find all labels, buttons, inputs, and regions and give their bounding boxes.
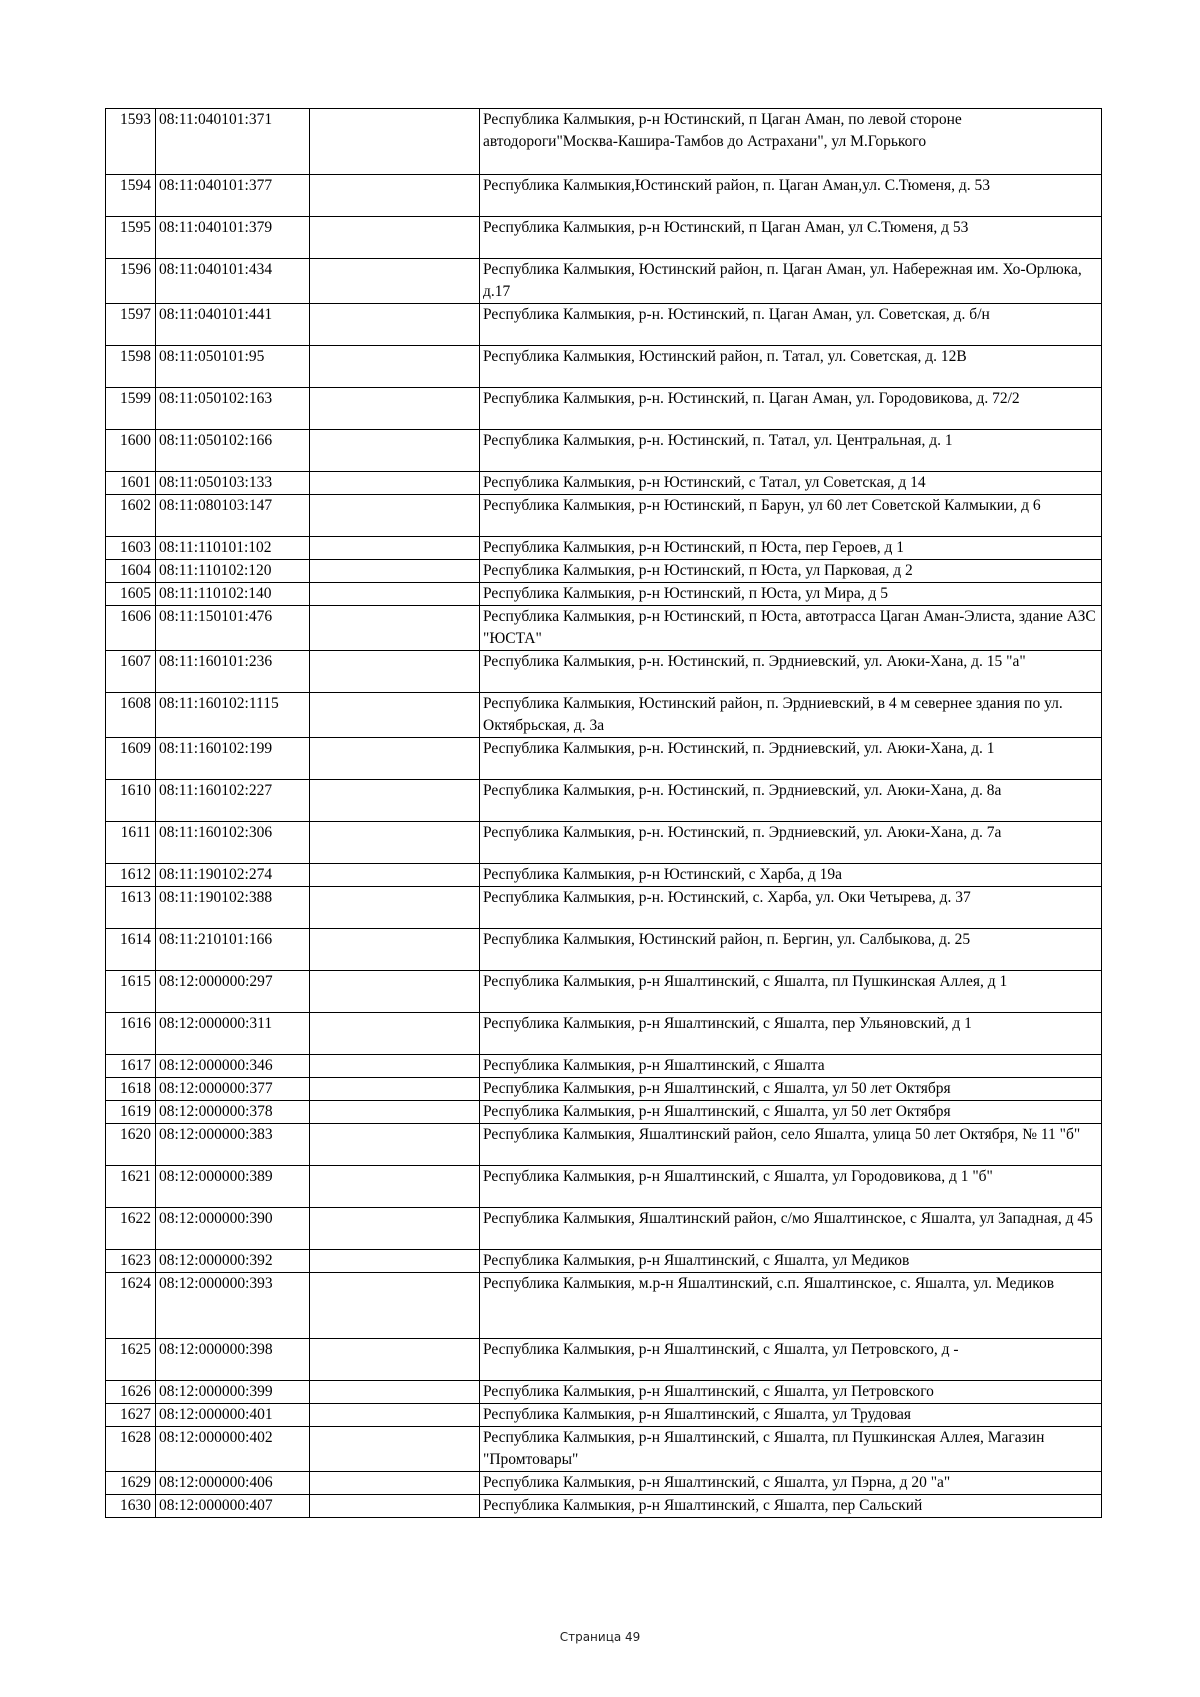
table-row [106,560,1102,583]
table-row [106,1208,1102,1250]
address: Республика Калмыкия, Яшалтинский район, с/мо Яшалтинское, с Яшалта, ул Западная, д 45 [480,1208,1102,1250]
address: Республика Калмыкия, Яшалтинский район, село Яшалта, улица 50 лет Октября, № 11 "б" [480,1124,1102,1166]
table-row [106,472,1102,495]
row-number: 1615 [106,971,156,1013]
cadastral-number: 08:12:000000:402 [156,1427,310,1472]
address: Республика Калмыкия, р-н. Юстинский, п. Эрдниевский, ул. Аюки-Хана, д. 1 [480,738,1102,780]
table-row [106,780,1102,822]
cadastral-number: 08:12:000000:398 [156,1339,310,1381]
table-row [106,175,1102,217]
table-row [106,259,1102,304]
address: Республика Калмыкия, р-н Яшалтинский, с Яшалта, пл Пушкинская Аллея, д 1 [480,971,1102,1013]
cadastral-number: 08:12:000000:378 [156,1101,310,1124]
table-row [106,388,1102,430]
row-number: 1606 [106,606,156,651]
address: Республика Калмыкия, Юстинский район, п. Бергин, ул. Салбыкова, д. 25 [480,929,1102,971]
cadastral-number: 08:11:050101:95 [156,346,310,388]
table-row [106,1078,1102,1101]
cadastral-number: 08:12:000000:311 [156,1013,310,1055]
row-number: 1605 [106,583,156,606]
table-row [106,430,1102,472]
table-row [106,1472,1102,1495]
address: Республика Калмыкия, р-н Яшалтинский, с Яшалта, ул Петровского, д - [480,1339,1102,1381]
cadastral-number: 08:11:040101:379 [156,217,310,259]
row-number: 1612 [106,864,156,887]
row-number: 1625 [106,1339,156,1381]
row-number: 1616 [106,1013,156,1055]
empty-cell [310,1495,480,1518]
empty-cell [310,693,480,738]
cadastral-number: 08:12:000000:393 [156,1273,310,1339]
data-table [105,108,1102,1518]
cadastral-number: 08:11:040101:434 [156,259,310,304]
row-number: 1611 [106,822,156,864]
cadastral-number: 08:11:050103:133 [156,472,310,495]
table-row [106,1013,1102,1055]
empty-cell [310,929,480,971]
cadastral-number: 08:11:190102:388 [156,887,310,929]
cadastral-number: 08:12:000000:346 [156,1055,310,1078]
empty-cell [310,304,480,346]
row-number: 1617 [106,1055,156,1078]
row-number: 1623 [106,1250,156,1273]
row-number: 1601 [106,472,156,495]
table-row [106,1381,1102,1404]
empty-cell [310,1055,480,1078]
address: Республика Калмыкия, р-н Юстинский, п Юста, пер Героев, д 1 [480,537,1102,560]
cadastral-number: 08:12:000000:392 [156,1250,310,1273]
table-row [106,1404,1102,1427]
cadastral-number: 08:12:000000:401 [156,1404,310,1427]
empty-cell [310,1208,480,1250]
row-number: 1600 [106,430,156,472]
row-number: 1607 [106,651,156,693]
row-number: 1622 [106,1208,156,1250]
cadastral-number: 08:11:110101:102 [156,537,310,560]
row-number: 1595 [106,217,156,259]
address: Республика Калмыкия, р-н Юстинский, п Юста, ул Мира, д 5 [480,583,1102,606]
empty-cell [310,1013,480,1055]
address: Республика Калмыкия, р-н Яшалтинский, с Яшалта [480,1055,1102,1078]
address: Республика Калмыкия, Юстинский район, п. Татал, ул. Советская, д. 12В [480,346,1102,388]
empty-cell [310,388,480,430]
table-row [106,887,1102,929]
cadastral-number: 08:12:000000:389 [156,1166,310,1208]
table-row [106,1339,1102,1381]
cadastral-number: 08:11:160101:236 [156,651,310,693]
table-row [106,1124,1102,1166]
empty-cell [310,822,480,864]
empty-cell [310,887,480,929]
empty-cell [310,217,480,259]
empty-cell [310,1101,480,1124]
address: Республика Калмыкия, р-н Яшалтинский, с Яшалта, пер Сальский [480,1495,1102,1518]
empty-cell [310,259,480,304]
table-row [106,304,1102,346]
row-number: 1597 [106,304,156,346]
empty-cell [310,738,480,780]
table-row [106,1427,1102,1472]
address: Республика Калмыкия, р-н Яшалтинский, с Яшалта, ул Петровского [480,1381,1102,1404]
row-number: 1594 [106,175,156,217]
row-number: 1608 [106,693,156,738]
table-row [106,929,1102,971]
empty-cell [310,430,480,472]
cadastral-number: 08:11:110102:120 [156,560,310,583]
cadastral-number: 08:11:160102:227 [156,780,310,822]
address: Республика Калмыкия, р-н Юстинский, п Юста, ул Парковая, д 2 [480,560,1102,583]
address: Республика Калмыкия, р-н. Юстинский, п. Эрдниевский, ул. Аюки-Хана, д. 8а [480,780,1102,822]
address: Республика Калмыкия, р-н Яшалтинский, с Яшалта, пер Ульяновский, д 1 [480,1013,1102,1055]
address: Республика Калмыкия, м.р-н Яшалтинский, с.п. Яшалтинское, с. Яшалта, ул. Медиков [480,1273,1102,1339]
empty-cell [310,537,480,560]
address: Республика Калмыкия, р-н. Юстинский, п. Цаган Аман, ул. Городовикова, д. 72/2 [480,388,1102,430]
cadastral-number: 08:11:190102:274 [156,864,310,887]
empty-cell [310,1124,480,1166]
address: Республика Калмыкия, р-н Юстинский, п Юста, автотрасса Цаган Аман-Элиста, здание АЗС "ЮСТА" [480,606,1102,651]
address: Республика Калмыкия, р-н. Юстинский, п. Цаган Аман, ул. Советская, д. б/н [480,304,1102,346]
empty-cell [310,175,480,217]
empty-cell [310,472,480,495]
row-number: 1628 [106,1427,156,1472]
table-body [106,109,1102,1518]
table-row [106,1101,1102,1124]
address: Республика Калмыкия, р-н Яшалтинский, с Яшалта, ул Медиков [480,1250,1102,1273]
cadastral-number: 08:12:000000:399 [156,1381,310,1404]
table-row [106,651,1102,693]
row-number: 1609 [106,738,156,780]
empty-cell [310,1078,480,1101]
address: Республика Калмыкия, р-н Юстинский, с Татал, ул Советская, д 14 [480,472,1102,495]
row-number: 1629 [106,1472,156,1495]
page-number: Страница 49 [559,1630,641,1644]
cadastral-number: 08:12:000000:377 [156,1078,310,1101]
empty-cell [310,780,480,822]
cadastral-number: 08:11:040101:441 [156,304,310,346]
row-number: 1596 [106,259,156,304]
empty-cell [310,109,480,175]
address: Республика Калмыкия, р-н. Юстинский, п. Эрдниевский, ул. Аюки-Хана, д. 15 "а" [480,651,1102,693]
cadastral-number: 08:12:000000:390 [156,1208,310,1250]
address: Республика Калмыкия, р-н Яшалтинский, с Яшалта, ул Городовикова, д 1 "б" [480,1166,1102,1208]
table-row [106,495,1102,537]
row-number: 1619 [106,1101,156,1124]
table-row [106,537,1102,560]
cadastral-number: 08:11:160102:1115 [156,693,310,738]
table-row [106,864,1102,887]
row-number: 1614 [106,929,156,971]
row-number: 1630 [106,1495,156,1518]
row-number: 1627 [106,1404,156,1427]
row-number: 1602 [106,495,156,537]
table-row [106,583,1102,606]
cadastral-number: 08:12:000000:383 [156,1124,310,1166]
table-row [106,606,1102,651]
empty-cell [310,1381,480,1404]
empty-cell [310,1166,480,1208]
row-number: 1626 [106,1381,156,1404]
empty-cell [310,1427,480,1472]
cadastral-number: 08:11:110102:140 [156,583,310,606]
empty-cell [310,971,480,1013]
row-number: 1603 [106,537,156,560]
row-number: 1613 [106,887,156,929]
cadastral-number: 08:11:160102:306 [156,822,310,864]
row-number: 1620 [106,1124,156,1166]
cadastral-number: 08:11:050102:166 [156,430,310,472]
empty-cell [310,1472,480,1495]
address: Республика Калмыкия, р-н Яшалтинский, с Яшалта, ул Трудовая [480,1404,1102,1427]
row-number: 1604 [106,560,156,583]
cadastral-number: 08:11:050102:163 [156,388,310,430]
cadastral-number: 08:12:000000:407 [156,1495,310,1518]
row-number: 1621 [106,1166,156,1208]
address: Республика Калмыкия, р-н. Юстинский, п. Татал, ул. Центральная, д. 1 [480,430,1102,472]
address: Республика Калмыкия, р-н Юстинский, п Барун, ул 60 лет Советской Калмыкии, д 6 [480,495,1102,537]
address: Республика Калмыкия, р-н Яшалтинский, с Яшалта, ул 50 лет Октября [480,1101,1102,1124]
table-row [106,346,1102,388]
empty-cell [310,864,480,887]
table-row [106,217,1102,259]
empty-cell [310,1404,480,1427]
table-row [106,738,1102,780]
table-row [106,1166,1102,1208]
row-number: 1610 [106,780,156,822]
address: Республика Калмыкия, р-н. Юстинский, с. Харба, ул. Оки Четырева, д. 37 [480,887,1102,929]
empty-cell [310,1273,480,1339]
row-number: 1624 [106,1273,156,1339]
address: Республика Калмыкия, р-н. Юстинский, п. Эрдниевский, ул. Аюки-Хана, д. 7а [480,822,1102,864]
table-row [106,109,1102,175]
cadastral-number: 08:11:080103:147 [156,495,310,537]
cadastral-number: 08:12:000000:297 [156,971,310,1013]
empty-cell [310,1339,480,1381]
table-row [106,693,1102,738]
table-row [106,822,1102,864]
cadastral-number: 08:11:150101:476 [156,606,310,651]
empty-cell [310,1250,480,1273]
row-number: 1593 [106,109,156,175]
empty-cell [310,495,480,537]
address: Республика Калмыкия, р-н Яшалтинский, с Яшалта, пл Пушкинская Аллея, Магазин "Промтовары" [480,1427,1102,1472]
empty-cell [310,560,480,583]
empty-cell [310,346,480,388]
address: Республика Калмыкия, р-н Яшалтинский, с Яшалта, ул 50 лет Октября [480,1078,1102,1101]
row-number: 1599 [106,388,156,430]
empty-cell [310,583,480,606]
row-number: 1618 [106,1078,156,1101]
empty-cell [310,606,480,651]
address: Республика Калмыкия, р-н Юстинский, п Цаган Аман, по левой стороне автодороги"Москва-Кашира-Тамбов до Астрахани", ул М.Горького [480,109,1102,175]
cadastral-number: 08:11:160102:199 [156,738,310,780]
table-row [106,971,1102,1013]
table-row [106,1495,1102,1518]
row-number: 1598 [106,346,156,388]
address: Республика Калмыкия, р-н Юстинский, п Цаган Аман, ул С.Тюменя, д 53 [480,217,1102,259]
table-row [106,1055,1102,1078]
cadastral-number: 08:11:210101:166 [156,929,310,971]
address: Республика Калмыкия, Юстинский район, п. Эрдниевский, в 4 м севернее здания по ул. Октябрьская, д. 3а [480,693,1102,738]
cadastral-number: 08:11:040101:371 [156,109,310,175]
empty-cell [310,651,480,693]
address: Республика Калмыкия, р-н Яшалтинский, с Яшалта, ул Пэрна, д 20 "а" [480,1472,1102,1495]
cadastral-number: 08:12:000000:406 [156,1472,310,1495]
table-row [106,1273,1102,1339]
address: Республика Калмыкия, р-н Юстинский, с Харба, д 19а [480,864,1102,887]
table-row [106,1250,1102,1273]
cadastral-number: 08:11:040101:377 [156,175,310,217]
address: Республика Калмыкия, Юстинский район, п. Цаган Аман, ул. Набережная им. Хо-Орлюка, д.17 [480,259,1102,304]
address: Республика Калмыкия,Юстинский район, п. Цаган Аман,ул. С.Тюменя, д. 53 [480,175,1102,217]
